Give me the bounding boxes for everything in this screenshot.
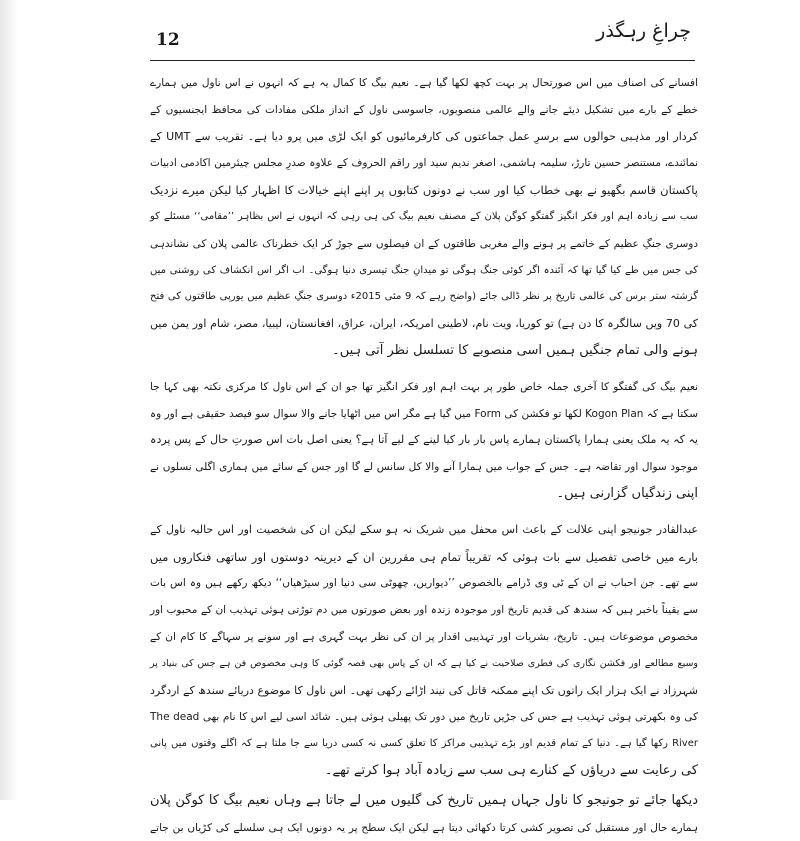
text-line: کردار اور مذہبی حوالوں سے برسرِ عمل جماعتوں کی کارفرمائیوں کو ایک لڑی میں پرو دیا ہے۔ تقریب سے UMT کے <box>150 129 698 143</box>
text-line: ہونے والی تمام جنگیں ہمیں اسی منصوبے کا تسلسل نظر آتی ہیں۔ <box>332 342 698 358</box>
text-line: سے تھے۔ جن احباب نے ان کے ٹی وی ڈرامے بالخصوص ’’دیواریں، چھوٹی سی دنیا اور سیڑھیاں‘‘ دیکھ رکھے ہیں وہ اس بات <box>150 577 698 590</box>
text-line: ہمارے حال اور مستقبل کی تصویر کشی کرتا دکھائی دیتا ہے لیکن ایک سطح پر یہ دونوں ایک ہی سلسلے کی کڑیاں بن جاتے <box>150 821 698 834</box>
text-line: River رکھا گیا ہے۔ دنیا کے تمام قدیم اور بڑے تہذیبی مراکز کا تعلق کسی نہ کسی دریا سے جا ملتا ہے کہ اگلے وقتوں میں پانی <box>150 738 698 750</box>
text-line: کی وہ بکھرتی ہوئی تہذیب ہے جس کی جڑیں تاریخ میں دور تک پھیلی ہوئی ہیں۔ شائد اسی لیے اس کا نام بھی The dead <box>150 711 698 724</box>
page-crease-shadow <box>0 0 18 800</box>
text-line: اپنی زندگیاں گزارنی ہیں۔ <box>556 485 698 501</box>
text-line: افسانے کی اصناف میں اس صورتحال پر بہت کچھ لکھا گیا ہے۔ نعیم بیگ کا کمال یہ ہے کہ انہوں نے اس ناول میں ہمارے <box>150 77 698 89</box>
text-line: نعیم بیگ کی گفتگو کا آخری جملہ خاص طور پر بہت اہم اور فکر انگیز تھا جو ان کے اس ناول کا مرکزی نکتہ بھی کہا جا <box>150 380 698 393</box>
paragraph-1 <box>150 70 698 365</box>
running-title: چراغِ رہگذر <box>596 20 691 42</box>
text-line: وسیع مطالعے اور فکشن نگاری کی فطری صلاحیت نے کیا ہے کہ ان کے پاس بھی قصہ گوئی کا وہی مخصوص فن ہے جس کی بنیاد پر <box>150 657 698 669</box>
text-line: سب سے زیادہ اہم اور فکر انگیز گفتگو کوگن پلان کے مصنف نعیم بیگ کی ہی رہی کہ انہوں نے اس بظاہر ’’مقامی‘‘ مسئلے کو <box>150 210 698 222</box>
text-line: موجود سوال اور تقاضہ ہے۔ جس کے جواب میں ہمارا آنے والا کل سانس لے گا اور جس کے سائے میں ہماری اگلی نسلوں نے <box>150 461 698 474</box>
text-line: کی جس میں طے کیا گیا تھا کہ آئندہ اگر کوئی جنگ ہوگی تو میدانِ جنگ تیسری دنیا ہوگی۔ اب اگر اس انکشاف کی روشنی میں <box>150 264 698 276</box>
text-line: نمائندے، مستنصر حسین تارڑ، سلیمہ ہاشمی، اصغر ندیم سید اور راقم الحروف کے علاوہ صدرِ مجلس چیئرمین اکادمی ادبیات <box>150 157 698 170</box>
text-line: پاکستان قاسم بگھیو نے بھی خطاب کیا اور سب نے دونوں کتابوں پر اپنے اپنے خیالات کا اظہار کیا لیکن میرے نزدیک <box>150 183 698 198</box>
text-line: دیکھا جائے تو جونیجو کا ناول جہاں ہمیں تاریخ کی گلیوں میں لے جاتا ہے وہاں نعیم بیگ کا کوگن پلان <box>150 792 698 808</box>
text-line: کی 70 ویں سالگرہ کا دن ہے) تو کوریا، ویت نام، لاطینی امریکہ، ایران، عراق، افغانستان، لیبیا، مصر، شام اور یمن میں <box>150 317 698 331</box>
text-line: بارے میں خاصی تفصیل سے بات ہوئی کہ تقریباً تمام ہی مقررین ان کے دیرینہ دوستوں اور ساتھی فنکاروں میں <box>150 549 698 564</box>
text-line: شہرزاد نے ایک ہزار ایک راتوں تک اپنے ممکنہ قاتل کی نیند اڑائے رکھی تھی۔ اس ناول کا موضوع دریائے سندھ کے اردگرد <box>150 683 698 697</box>
text-line: دوسری جنگِ عظیم کے خاتمے پر ہونے والے مغربی طاقتوں کے ان فیصلوں سے جوڑ کر ایک خطرناک عالمی پلان کی نشاندہی <box>150 237 698 250</box>
page-number: 12 <box>156 30 180 50</box>
text-line: سکتا ہے کہ Kogon Plan لکھا تو فکشن کی Form میں گیا ہے مگر اس میں اٹھایا جانے والا سوال سو فیصد حقیقی ہے اور وہ <box>150 407 699 420</box>
page-header <box>150 10 695 61</box>
text-line: یہ کہ یہ ملک یعنی ہمارا پاکستان ہمارے پاس بار بار کیا لینے کے لیے آتا ہے؟ یعنی اصل بات اس صورتِ حال کے پس پردہ <box>150 433 698 447</box>
text-line: خطے کے بارے میں تشکیل دیئے جانے والے عالمی منصوبوں، جاسوسی ناول کے انداز ملکی مفادات کی محافظ ایجنسیوں کے <box>150 103 698 116</box>
paragraph-2 <box>150 374 698 508</box>
text-line: گزشتہ ستر برس کی عالمی تاریخ پر نظر ڈالی جائے (واضح رہے کہ 9 مئی 2015ء دوسری جنگِ عظیم میں یورپی طاقتوں کی فتح <box>150 291 698 303</box>
text-line: عبدالقادر جونیجو اپنی علالت کے باعث اس محفل میں شریک نہ ہو سکے لیکن ان کی شخصیت اور اس حالیہ ناول کے <box>150 522 698 536</box>
body-text <box>150 70 699 834</box>
text-line: مخصوص موضوعات ہیں۔ تاریخ، بشریات اور تہذیبی اقدار پر ان کی نظر بہت گہری ہے اور سونے پر سہاگے کا کام ان کے <box>150 630 698 643</box>
text-line: کی رعایت سے دریاؤں کے کنارے ہی سب سے زیادہ آباد ہوا کرتے تھے۔ <box>324 762 698 778</box>
paragraph-4 <box>150 788 698 841</box>
paragraph-3 <box>150 517 698 785</box>
text-line: سے یقیناً باخبر ہیں کہ سندھ کی قدیم تاریخ اور موجودہ زندہ اور بعض صورتوں میں دم توڑتی ہوئی تہذیب ان کے محبوب اور <box>150 604 698 617</box>
